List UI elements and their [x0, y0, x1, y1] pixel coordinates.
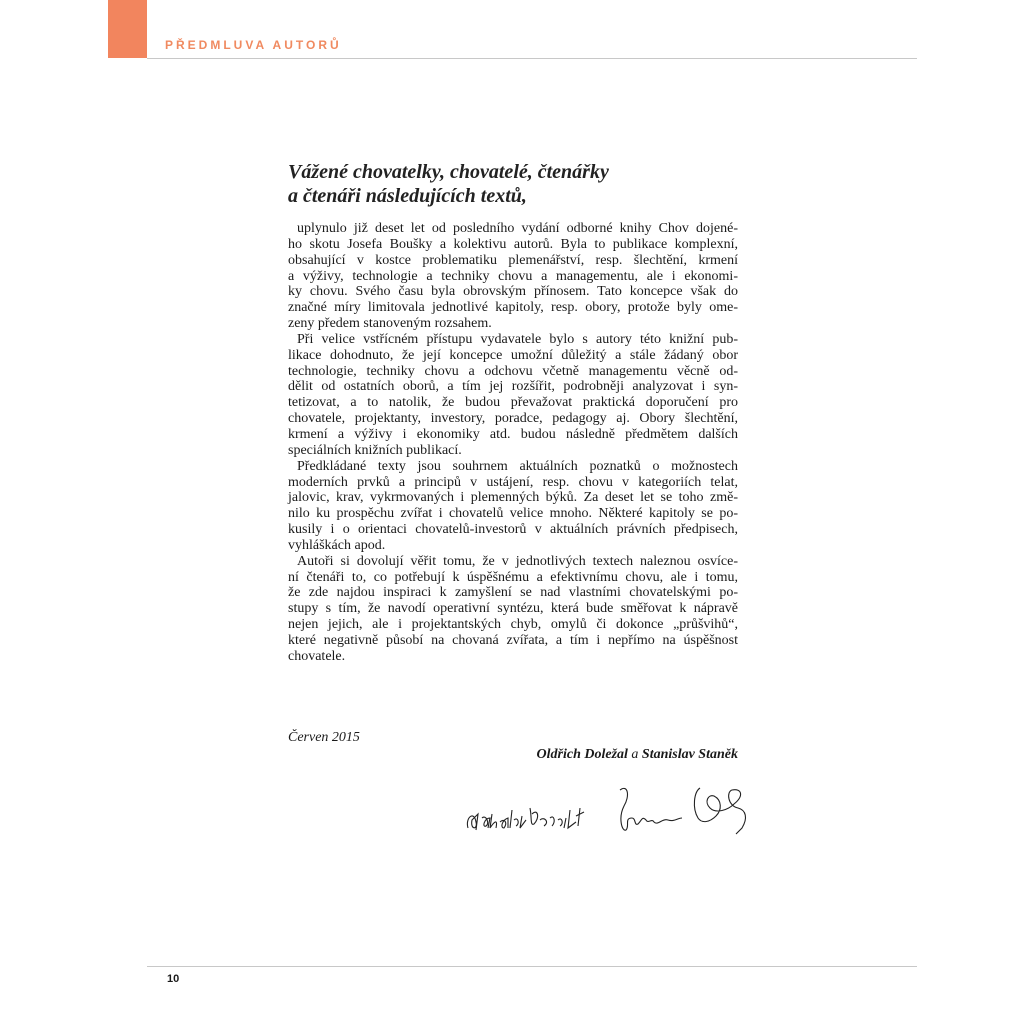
text-line: dělit od ostatních oborů, a tím jej rozšířit, podrobněji analyzovat i syn- [288, 379, 738, 395]
signature-3 [694, 788, 745, 834]
date: Červen 2015 [288, 730, 360, 745]
section-tab-marker [108, 0, 147, 58]
text-line: vyhláškách apod. [288, 537, 386, 553]
salutation-line-2: a čtenáři následujících textů, [288, 185, 527, 207]
text-line: moderních prvků a principů v ustájení, resp. chovu v kategoriích telat, [288, 474, 738, 490]
text-line: a výživy, technologie a techniky chovu a managementu, ale i ekonomi- [288, 268, 738, 284]
author-1: Oldřich Doležal [536, 747, 628, 762]
text-line: likace dohodnuto, že její koncepce umožní důležitý a stále žádaný obor [288, 347, 738, 363]
text-line: značné míry limitovala jednotlivé kapitoly, resp. obory, protože byly ome- [288, 300, 738, 316]
author-names [537, 747, 738, 763]
salutation-line-1: Vážené chovatelky, chovatelé, čtenářky [288, 161, 609, 183]
paragraph [288, 332, 738, 459]
text-line: ho skotu Josefa Boušky a kolektivu autorů. Byla to publikace komplexní, [288, 236, 738, 252]
page-number: 10 [167, 973, 180, 985]
text-line: tetizovat, a to natolik, že budou převažovat praktická doporučení pro [288, 395, 738, 411]
text-line: které negativně působí na chovaná zvířata, a tím i nepřímo na úspěšnost [288, 632, 738, 648]
text-line: Při velice vstřícném přístupu vydavatele bylo s autory této knižní pub- [297, 331, 738, 347]
text-line: ní čtenáři to, co potřebují k úspěšnému a efektivnímu chovu, ale i tomu, [288, 569, 738, 585]
text-line: jalovic, krav, vykrmovaných i plemenných býků. Za deset let se toho změ- [288, 490, 738, 506]
text-line: technologie, techniky chovu a odchovu včetně managementu věcně od- [288, 363, 738, 379]
paragraph [288, 554, 738, 665]
text-line: krmení a výživy i ekonomiky atd. budou následně předmětem dalších [288, 426, 738, 442]
text-line: stupy s tím, že navodí operativní syntézu, která bude směřovat k nápravě [288, 601, 738, 617]
text-line: nejen jejich, ale i projektantských chyb, omylů či dokonce „průšvihů“, [288, 617, 738, 633]
text-line: uplynulo již deset let od posledního vydání odborné knihy Chov dojené- [297, 221, 738, 236]
text-line: ky chovu. Svého času byla obrovským přínosem. Tato koncepce však do [288, 284, 738, 300]
preface-body [288, 221, 738, 665]
section-title: PŘEDMLUVA AUTORŮ [165, 38, 342, 52]
text-line: chovatele. [288, 648, 346, 664]
signature-1 [467, 808, 584, 830]
footer-divider [147, 966, 917, 967]
text-line: nilo ku prospěchu zvířat i chovatelů velice mnoho. Některé kapitoly se po- [288, 506, 738, 522]
conjunction: a [631, 747, 639, 762]
text-line: speciálních knižních publikací. [288, 442, 462, 458]
author-2: Stanislav Staněk [641, 747, 738, 762]
signatures-image [460, 778, 760, 838]
text-line: chovatele, projektanty, investory, poradce, pedagogy aj. Obory šlechtění, [288, 411, 738, 427]
paragraph [288, 221, 738, 332]
text-line: že zde najdou inspiraci k zamyšlení se nad vlastními chovatelskými po- [288, 585, 738, 601]
signature-2 [620, 788, 682, 830]
header-divider [147, 58, 917, 59]
text-line: Autoři si dovolují věřit tomu, že v jednotlivých textech naleznou osvíce- [297, 553, 738, 569]
text-line: Předkládané texty jsou souhrnem aktuálních poznatků o možnostech [297, 458, 738, 474]
paragraph [288, 459, 738, 554]
text-line: zeny předem stanoveným rozsahem. [288, 316, 492, 332]
salutation-heading [288, 160, 609, 208]
text-line: kusily i o orientaci chovatelů-investorů v aktuálních právních předpisech, [288, 522, 738, 538]
text-line: obsahující v kostce problematiku plemenářství, resp. šlechtění, krmení [288, 252, 738, 268]
